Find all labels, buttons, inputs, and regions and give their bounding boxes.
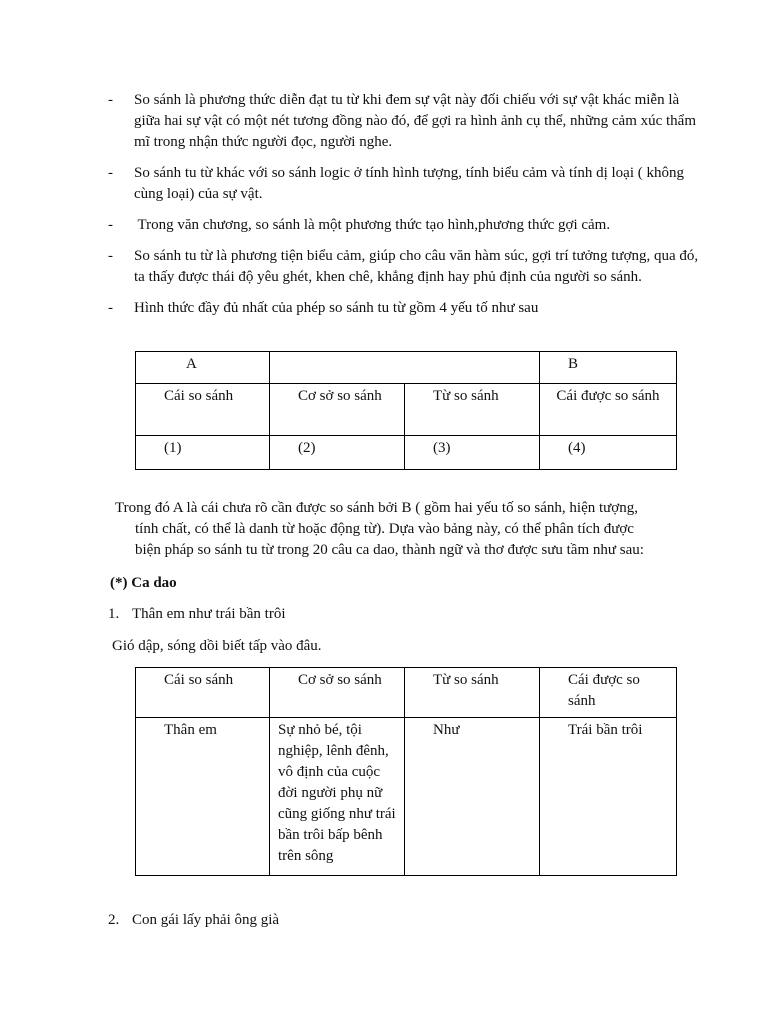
intro-line: biện pháp so sánh tu từ trong 20 câu ca dao, thành ngữ và thơ được sưu tầm như sau: xyxy=(135,542,644,558)
list-item xyxy=(108,90,703,153)
table-row xyxy=(136,436,677,470)
table-cell: (1) xyxy=(136,436,270,470)
definition-list xyxy=(108,90,703,329)
table-cell: Từ so sánh xyxy=(405,668,540,718)
table-cell: (2) xyxy=(270,436,405,470)
table-row xyxy=(136,384,677,436)
table-cell xyxy=(405,352,540,384)
structure-table xyxy=(135,351,677,470)
verse-item xyxy=(108,604,286,625)
list-item xyxy=(108,163,703,205)
list-item xyxy=(108,246,703,288)
bullet-dash: - xyxy=(108,92,113,108)
table-cell: Cái so sánh xyxy=(136,384,270,436)
table-cell: (4) xyxy=(540,436,677,470)
table-cell: Từ so sánh xyxy=(405,384,540,436)
intro-line: tính chất, có thể là danh từ hoặc động từ). Dựa vào bảng này, có thể phân tích được xyxy=(135,521,634,537)
bullet-dash: - xyxy=(108,217,113,233)
verse-item xyxy=(108,910,279,931)
table-cell: Như xyxy=(405,718,540,876)
table-cell: (3) xyxy=(405,436,540,470)
table-cell: Sự nhỏ bé, tội nghiệp, lênh đênh, vô định của cuộc đời người phụ nữ cũng giống như trái bần trôi bấp bênh trên sông xyxy=(270,718,405,876)
table-cell xyxy=(270,352,405,384)
section-heading: (*) Ca dao xyxy=(110,575,177,591)
intro-line: Trong đó A là cái chưa rõ cần được so sánh bởi B ( gồm hai yếu tố so sánh, hiện tượng, xyxy=(115,500,638,516)
table-row xyxy=(136,668,677,718)
table-cell: A xyxy=(136,352,270,384)
verse-line: Gió dập, sóng dồi biết tấp vào đâu. xyxy=(112,638,322,654)
table-row xyxy=(136,718,677,876)
list-item-text: So sánh tu từ khác với so sánh logic ở tính hình tượng, tính biểu cảm và tính dị loại ( không cùng loại) của sự vật. xyxy=(134,165,684,202)
table-cell: Cơ sở so sánh xyxy=(270,668,405,718)
table-row xyxy=(136,352,677,384)
intro-paragraph xyxy=(115,498,705,561)
verse-line: Con gái lấy phải ông già xyxy=(132,912,280,928)
list-item xyxy=(108,215,703,236)
table-cell: Trái bần trôi xyxy=(540,718,677,876)
list-item-text: Trong văn chương, so sánh là một phương thức tạo hình,phương thức gợi cảm. xyxy=(134,217,611,233)
table-cell: Cái so sánh xyxy=(136,668,270,718)
table-cell: Cái được so sánh xyxy=(540,384,677,436)
analysis-table xyxy=(135,667,677,876)
table-cell: Cái được so sánh xyxy=(540,668,677,718)
list-item-text: So sánh là phương thức diễn đạt tu từ khi đem sự vật này đối chiếu với sự vật khác miễn là giữa hai sự vật có một nét tương đồng nào đó, để gợi ra hình ảnh cụ thể, những cảm xúc thẩm mĩ trong nhận thức người đọc, người nghe. xyxy=(134,92,697,150)
bullet-dash: - xyxy=(108,248,113,264)
table-cell: B xyxy=(540,352,677,384)
list-item-text: So sánh tu từ là phương tiện biểu cảm, giúp cho câu văn hàm súc, gợi trí tưởng tượng, qua đó, ta thấy được thái độ yêu ghét, khen chê, khẳng định hay phủ định của người so sánh. xyxy=(134,248,699,285)
table-cell: Cơ sở so sánh xyxy=(270,384,405,436)
bullet-dash: - xyxy=(108,165,113,181)
table-cell: Thân em xyxy=(136,718,270,876)
verse-line: Thân em như trái bần trôi xyxy=(132,606,286,622)
bullet-dash: - xyxy=(108,300,113,316)
list-item xyxy=(108,298,703,319)
item-number: 2. xyxy=(108,912,120,928)
item-number: 1. xyxy=(108,606,120,622)
list-item-text: Hình thức đầy đủ nhất của phép so sánh tu từ gồm 4 yếu tố như sau xyxy=(134,300,539,316)
